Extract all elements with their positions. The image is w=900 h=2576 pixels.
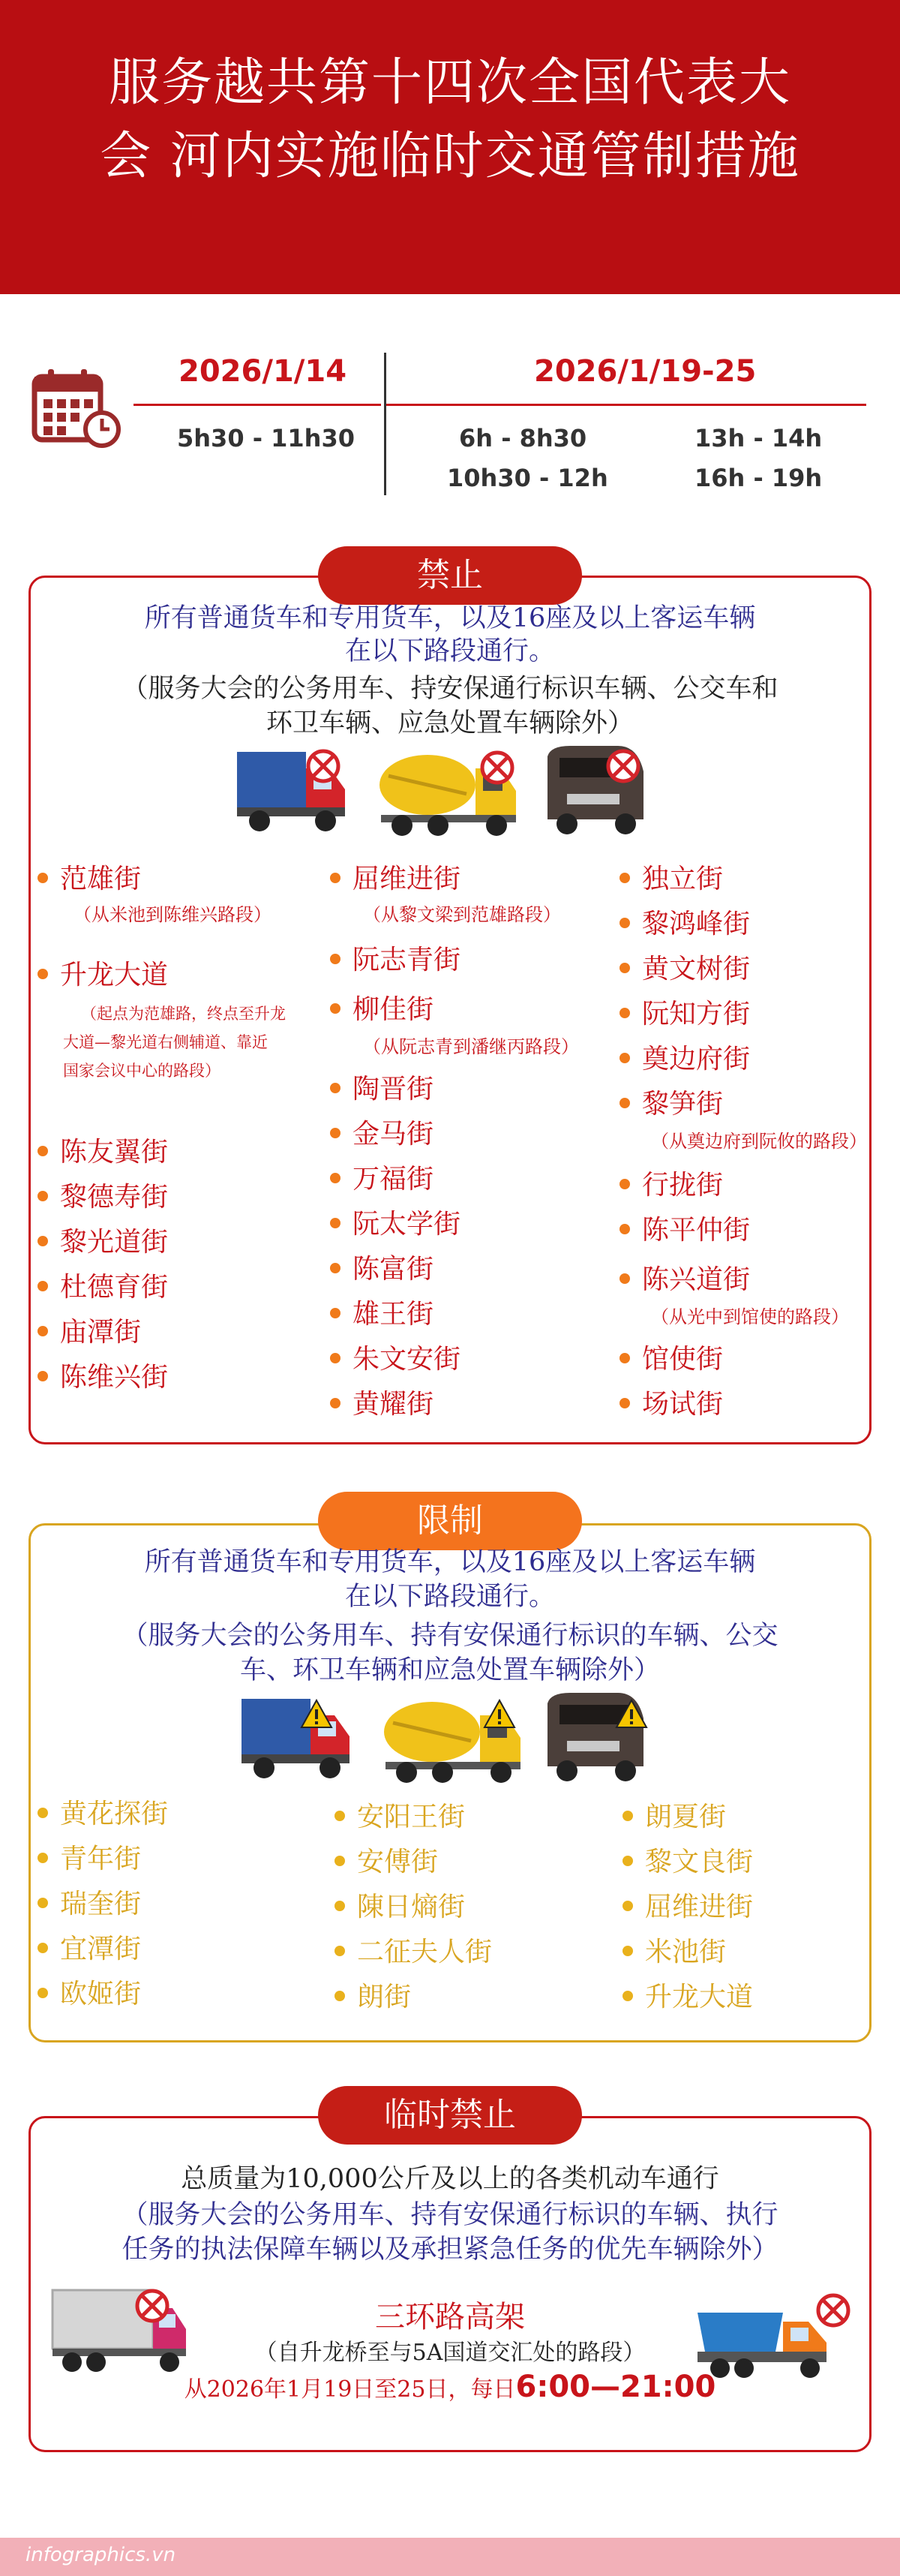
bullet-icon <box>620 1008 630 1018</box>
ban-street: 万福街 <box>330 1163 434 1196</box>
ban-street: 陈富街 <box>330 1253 434 1286</box>
schedule-divider <box>384 353 386 495</box>
temp-ban-exception-line-1: （服务大会的公务用车、持有安保通行标识的车辆、执行 <box>122 2200 778 2230</box>
restrict-intro-line-1: 所有普通货车和专用货车，以及16座及以上客运车辆 <box>144 1547 756 1577</box>
ban-street: 黎鸿峰街 <box>620 908 750 941</box>
bullet-icon <box>620 1273 630 1284</box>
ban-street: 黄耀街 <box>330 1388 434 1421</box>
bullet-icon <box>38 1898 48 1908</box>
bullet-icon <box>334 1856 345 1866</box>
restrict-street: 朗街 <box>334 1981 411 2014</box>
ban-street: 独立街 <box>620 863 723 896</box>
schedule-date-2: 2026/1/19-25 <box>534 354 757 389</box>
bullet-icon <box>330 1003 340 1014</box>
ban-street: 馆使街 <box>620 1343 723 1376</box>
temp-ban-title: 临时禁止 <box>318 2086 582 2145</box>
bullet-icon <box>620 1224 630 1234</box>
header-banner <box>0 0 900 294</box>
bullet-icon <box>38 1146 48 1156</box>
bullet-icon <box>334 1811 345 1821</box>
restrict-street: 米池街 <box>622 1936 726 1969</box>
bullet-icon <box>330 1083 340 1093</box>
restrict-street: 安阳王街 <box>334 1801 465 1834</box>
bullet-icon <box>620 1179 630 1189</box>
bullet-icon <box>622 1856 633 1866</box>
ban-street: 庙潭街 <box>38 1316 141 1349</box>
schedule-time-2b: 13h - 14h <box>694 424 823 452</box>
ban-street-note: （起点为范雄路，终点至升龙 <box>81 1005 286 1023</box>
bullet-icon <box>38 1988 48 1998</box>
bullet-icon <box>330 1398 340 1408</box>
restrict-street: 黎文良街 <box>622 1846 753 1879</box>
schedule-underline-2 <box>386 404 866 406</box>
bullet-icon <box>334 1946 345 1956</box>
ban-street: 黄文树街 <box>620 953 750 986</box>
ban-street: 陈友翼街 <box>38 1136 168 1169</box>
ban-street: 阮志青街 <box>330 944 460 977</box>
bullet-icon <box>330 954 340 964</box>
ban-street: 阮太学街 <box>330 1208 460 1241</box>
bullet-icon <box>620 1398 630 1408</box>
bullet-icon <box>330 1353 340 1363</box>
restrict-street: 朗夏街 <box>622 1801 726 1834</box>
ban-exception-line-1: （服务大会的公务用车、持安保通行标识车辆、公交车和 <box>122 674 778 704</box>
restrict-street: 瑞奎街 <box>38 1888 141 1921</box>
ban-street-note: （从黎文梁到范雄路段） <box>363 904 561 925</box>
bullet-icon <box>38 969 48 979</box>
ban-street-note: 大道—黎光道右侧辅道、靠近 <box>63 1033 268 1051</box>
ban-street-note: （从米池到陈维兴路段） <box>74 904 272 925</box>
schedule-time-2a: 6h - 8h30 <box>459 424 587 452</box>
bullet-icon <box>620 873 630 883</box>
site-logo[interactable]: infographics.vn <box>26 2544 176 2566</box>
bullet-icon <box>330 1128 340 1138</box>
schedule-underline-1 <box>134 404 381 406</box>
ban-street: 杜德育街 <box>38 1271 168 1304</box>
ban-street: 雄王街 <box>330 1298 434 1331</box>
ban-street: 行拢街 <box>620 1169 723 1202</box>
bullet-icon <box>38 1236 48 1246</box>
bullet-icon <box>334 1901 345 1911</box>
ban-street: 陈维兴街 <box>38 1361 168 1394</box>
temp-ban-intro: 总质量为10,000公斤及以上的各类机动车通行 <box>181 2164 719 2194</box>
bullet-icon <box>38 1326 48 1336</box>
bullet-icon <box>38 1281 48 1291</box>
temp-ban-period-time: 6:00—21:00 <box>515 2370 716 2404</box>
bullet-icon <box>38 1853 48 1863</box>
bullet-icon <box>330 1308 340 1318</box>
restrict-exception-line-1: （服务大会的公务用车、持有安保通行标识的车辆、公交 <box>122 1621 778 1651</box>
bullet-icon <box>622 1991 633 2001</box>
title-line-1: 服务越共第十四次全国代表大 <box>108 53 791 113</box>
restrict-street: 青年街 <box>38 1843 141 1876</box>
bullet-icon <box>622 1901 633 1911</box>
box-truck-icon <box>237 1690 357 1787</box>
temp-ban-road: 三环路高架 <box>375 2300 525 2334</box>
ban-street: 陶晋街 <box>330 1073 434 1106</box>
ban-street-note: （从阮志青到潘继丙路段） <box>363 1036 579 1057</box>
restrict-street: 屈维进街 <box>622 1891 753 1924</box>
schedule-date-1: 2026/1/14 <box>178 354 347 389</box>
restrict-street: 宜潭街 <box>38 1933 141 1966</box>
schedule-time-2c: 10h30 - 12h <box>447 464 608 492</box>
schedule-time-1: 5h30 - 11h30 <box>177 424 355 452</box>
title-line-2: 会 河内实施临时交通管制措施 <box>100 127 800 186</box>
ban-street: 屈维进街 <box>330 863 460 896</box>
ban-title: 禁止 <box>318 546 582 605</box>
prohibited-sign-icon <box>606 749 640 783</box>
temp-ban-period-prefix: 从2026年1月19日至25日，每日 <box>184 2376 516 2403</box>
temp-ban-road-note: （自升龙桥至与5A国道交汇处的路段） <box>254 2340 646 2366</box>
prohibited-sign-icon <box>306 749 340 783</box>
ban-intro-line-2: 在以下路段通行。 <box>344 636 555 666</box>
warning-sign-icon <box>483 1699 516 1729</box>
temp-ban-exception-line-2: 任务的执法保障车辆以及承担紧急任务的优先车辆除外） <box>122 2235 778 2265</box>
bullet-icon <box>330 1218 340 1228</box>
temp-ban-period <box>30 2370 870 2404</box>
restrict-street: 安傅街 <box>334 1846 438 1879</box>
ban-street: 朱文安街 <box>330 1343 460 1376</box>
restrict-exception-line-2: 车、环卫车辆和应急处置车辆除外） <box>239 1655 660 1685</box>
ban-street: 奠边府街 <box>620 1043 750 1076</box>
ban-street: 范雄街 <box>38 863 141 896</box>
warning-sign-icon <box>615 1699 648 1729</box>
bullet-icon <box>38 1371 48 1381</box>
ban-street: 陈平仲街 <box>620 1214 750 1247</box>
bullet-icon <box>38 1191 48 1201</box>
ban-street: 黎光道街 <box>38 1226 168 1259</box>
ban-exception-line-2: 环卫车辆、应急处置车辆除外） <box>266 708 634 738</box>
prohibited-sign-icon <box>480 750 514 785</box>
restrict-intro-line-2: 在以下路段通行。 <box>344 1582 555 1612</box>
bullet-icon <box>620 1053 630 1063</box>
bullet-icon <box>330 1263 340 1273</box>
ban-street: 黎德寿街 <box>38 1181 168 1214</box>
bullet-icon <box>334 1991 345 2001</box>
bullet-icon <box>330 1173 340 1183</box>
bullet-icon <box>620 918 630 928</box>
ban-street-note: （从奠边府到阮攸的路段） <box>651 1131 867 1152</box>
bullet-icon <box>620 1353 630 1363</box>
ban-street: 柳佳街 <box>330 993 434 1026</box>
bullet-icon <box>330 873 340 883</box>
bullet-icon <box>622 1946 633 1956</box>
restrict-street: 欧姬街 <box>38 1978 141 2011</box>
ban-street: 场试街 <box>620 1388 723 1421</box>
restrict-title: 限制 <box>318 1492 582 1550</box>
bullet-icon <box>38 873 48 883</box>
bullet-icon <box>38 1943 48 1953</box>
bullet-icon <box>620 963 630 973</box>
page-title <box>30 47 870 194</box>
ban-street: 黎笋街 <box>620 1088 723 1121</box>
ban-street-note: 国家会议中心的路段） <box>63 1062 220 1080</box>
schedule-time-2d: 16h - 19h <box>694 464 823 492</box>
restrict-street: 陳日熵街 <box>334 1891 465 1924</box>
restrict-street: 升龙大道 <box>622 1981 753 2014</box>
ban-street: 金马街 <box>330 1118 434 1151</box>
ban-street: 阮知方街 <box>620 998 750 1031</box>
restrict-street: 黄花探街 <box>38 1798 168 1831</box>
ban-street: 陈兴道街 <box>620 1264 750 1297</box>
warning-sign-icon <box>300 1699 333 1729</box>
ban-street: 升龙大道 <box>38 959 168 992</box>
ban-intro-line-1: 所有普通货车和专用货车，以及16座及以上客运车辆 <box>144 603 756 633</box>
ban-street-note: （从光中到馆使的路段） <box>651 1306 849 1327</box>
bullet-icon <box>38 1808 48 1818</box>
bullet-icon <box>622 1811 633 1821</box>
bullet-icon <box>620 1098 630 1108</box>
restrict-street: 二征夫人街 <box>334 1936 492 1969</box>
calendar-icon <box>32 366 122 449</box>
